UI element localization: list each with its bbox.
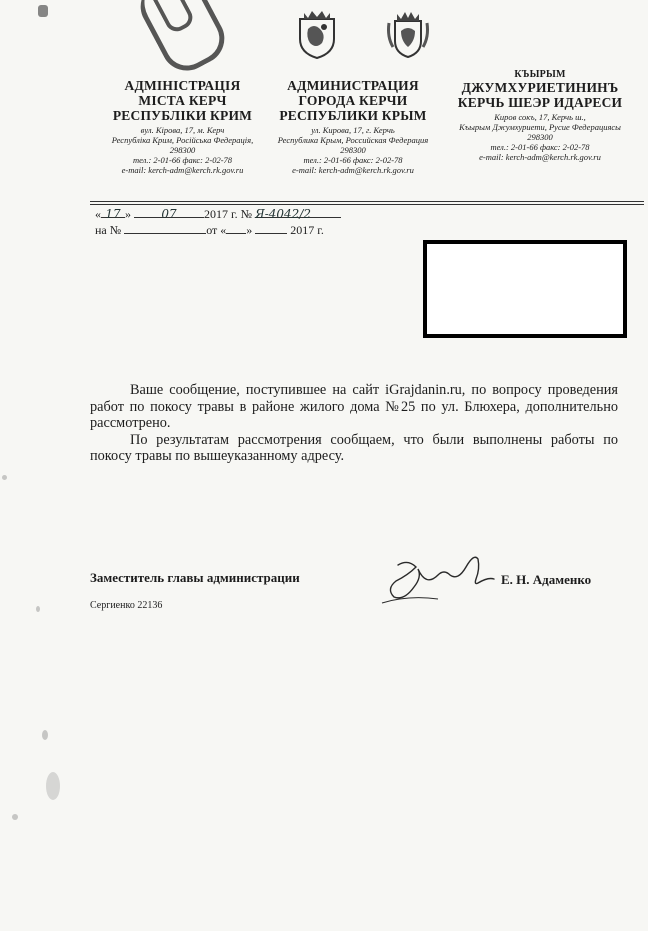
date-year: 2017 г.: [204, 207, 238, 221]
address-line: 298300: [340, 145, 366, 155]
address-line: Къырым Джумхуриети, Русие Федерациясы: [459, 122, 621, 132]
address-line: Киров сокъ, 17, Керчь ш.,: [494, 112, 586, 122]
body-paragraph: По результатам рассмотрения сообщаем, что были выполнены работы по покосу травы по вышеуказанному адресу.: [90, 431, 618, 465]
address-line: e-mail: kerch-adm@kerch.rk.gov.ru: [121, 165, 244, 175]
scan-smudge: [42, 730, 48, 740]
redacted-addressee-box: [423, 240, 627, 338]
header-divider: [90, 201, 644, 202]
header-ru-line: РЕСПУБЛИКИ КРЫМ: [279, 108, 427, 123]
scan-smudge: [2, 475, 7, 480]
header-divider: [90, 204, 644, 205]
address-line: 298300: [527, 132, 553, 142]
address-line: тел.: 2-01-66 факс: 2-02-78: [132, 155, 233, 165]
date-day: 17: [101, 207, 125, 218]
number-label: №: [240, 207, 253, 221]
address-line: 298300: [169, 145, 196, 155]
date-month: 07: [134, 207, 204, 218]
outgoing-reference: « 17 » 07 2017 г. № Я-4042/2: [95, 207, 341, 222]
executor-note: Сергиенко 22136: [90, 600, 163, 611]
header-ua-line: РЕСПУБЛІКИ КРИМ: [112, 108, 253, 123]
paperclip: [132, 0, 234, 80]
header-ru-line: АДМИНИСТРАЦИЯ: [287, 78, 419, 93]
reply-from: от «: [206, 223, 227, 237]
reply-prefix: на №: [95, 223, 122, 237]
header-ru-address: [268, 125, 438, 175]
header-crh-line: ДЖУМХУРИЕТИНИНЪ: [461, 80, 619, 95]
address-line: e-mail: kerch-adm@kerch.rk.gov.ru: [479, 152, 601, 162]
reply-number-blank: [124, 223, 206, 234]
reply-year: 2017 г.: [290, 223, 324, 237]
address-line: тел.: 2-01-66 факс: 2-02-78: [490, 142, 590, 152]
header-ua-line: АДМІНІСТРАЦІЯ: [124, 78, 241, 93]
header-ua-address: [100, 125, 265, 175]
kerch-coat-of-arms-icon: [293, 8, 341, 60]
header-crh-line: КЪЫРЫМ: [514, 69, 566, 80]
scan-smudge: [36, 606, 40, 612]
scan-smudge: [12, 814, 18, 820]
scan-mark: [38, 5, 48, 17]
body-paragraph: Ваше сообщение, поступившее на сайт iGrajdanin.ru, по вопросу проведения работ по покосу травы в районе жилого дома №25 по ул. Блюхера, дополнительно рассмотрено.: [90, 382, 618, 432]
letter-body: [90, 382, 618, 465]
header-crh-line: КЕРЧЬ ШЕЭР ИДАРЕСИ: [457, 95, 623, 110]
outgoing-number: Я-4042/2: [255, 207, 341, 218]
header-ru: [268, 78, 438, 175]
crimea-coat-of-arms-icon: [384, 8, 432, 60]
address-line: ул. Кирова, 17, г. Керчь: [311, 125, 395, 135]
incoming-reference: [95, 223, 324, 238]
scan-smudge: [46, 772, 60, 800]
header-ua: [100, 78, 265, 175]
address-line: Республіка Крим, Російська Федерація,: [111, 135, 254, 145]
address-line: вул. Кірова, 17, м. Керч: [140, 125, 225, 135]
address-line: тел.: 2-01-66 факс: 2-02-78: [303, 155, 403, 165]
reply-month-blank: [255, 223, 287, 234]
handwritten-signature: [378, 545, 496, 607]
header-ru-line: ГОРОДА КЕРЧИ: [298, 93, 408, 108]
header-crh-address: [440, 112, 640, 162]
reply-day-blank: [226, 223, 246, 234]
header-ua-line: МІСТА КЕРЧ: [138, 93, 227, 108]
signatory-name: Е. Н. Адаменко: [501, 572, 592, 587]
address-line: Республика Крым, Российская Федерация: [277, 135, 429, 145]
reply-close: »: [246, 223, 253, 237]
address-line: e-mail: kerch-adm@kerch.rk.gov.ru: [292, 165, 414, 175]
signatory-position: Заместитель главы администрации: [90, 570, 300, 585]
header-crh: [440, 70, 640, 162]
